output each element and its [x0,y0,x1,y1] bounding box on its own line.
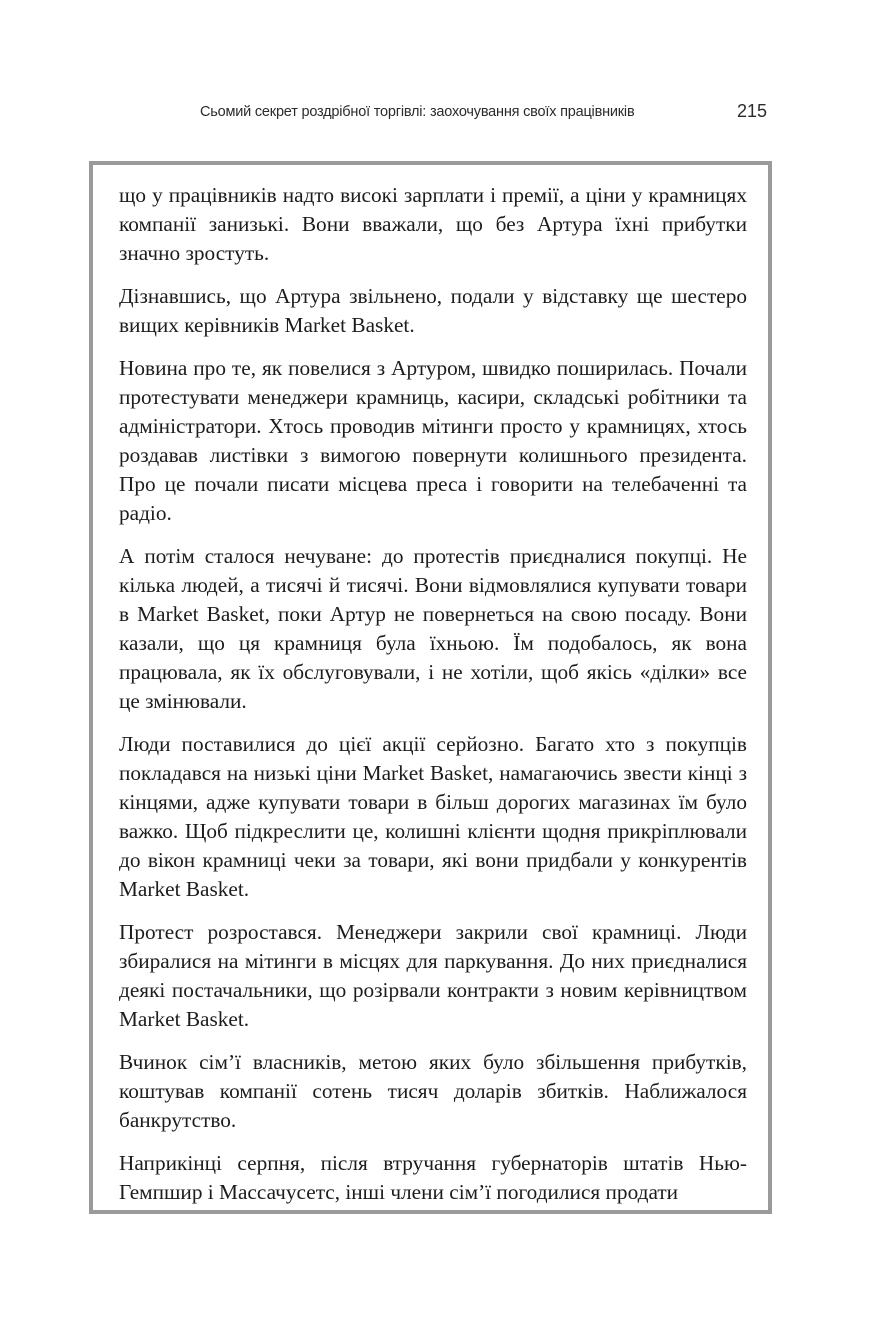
page-number: 215 [737,101,768,121]
paragraph: Люди поставилися до цієї акції серйозно. Багато хто з покупців покладався на низькі ціни Market Basket, намагаючись звести кінці з кінцями, адже купувати товари в більш дорогих магазинах їм було важко. Щоб підкреслити це, колишні клієнти щодня прикріплювали до вікон крамниці чеки за товари, які вони придбали у конкурентів Market Basket. [119,732,747,901]
paragraph: Вчинок сім’ї власників, метою яких було збільшення прибутків, коштував компанії сотень тисяч доларів збитків. Наближалося банкрутство. [119,1050,747,1132]
paragraph: Новина про те, як повелися з Артуром, швидко поширилась. Почали протестувати менеджери крамниць, касири, складські робітники та адміністратори. Хтось проводив мітинги просто у крамницях, хтось роздавав листівки з вимогою повернути колишнього президента. Про це почали писати місцева преса і говорити на телебаченні та радіо. [119,356,747,525]
paragraph: що у працівників надто високі зарплати і премії, а ціни у крамницях компанії занизькі. Вони вважали, що без Артура їхні прибутки значно зростуть. [119,183,747,265]
sidebar-box [89,161,772,1214]
paragraph: Дізнавшись, що Артура звільнено, подали у відставку ще шестеро вищих керівників Market Basket. [119,284,747,337]
paragraph: Наприкінці серпня, після втручання губернаторів штатів Нью-Гемпшир і Массачусетс, інші члени сім’ї погодилися продати [119,1151,747,1204]
paragraph: Протест розростався. Менеджери закрили свої крамниці. Люди збиралися на мітинги в місцях для паркування. До них приєдналися деякі постачальники, що розірвали контракти з новим керівництвом Market Basket. [119,920,747,1031]
running-head-title: Сьомий секрет роздрібної торгівлі: заохочування своїх працівників [200,104,635,120]
paragraph: А потім сталося нечуване: до протестів приєдналися покупці. Не кілька людей, а тисячі й тисячі. Вони відмовлялися купувати товари в Market Basket, поки Артур не повернеться на свою посаду. Вони казали, що ця крамниця була їхньою. Їм подобалось, як вона працювала, як їх обслуговували, і не хотіли, щоб якісь «ділки» все це змінювали. [119,544,747,713]
sidebar-text [119,181,747,1214]
